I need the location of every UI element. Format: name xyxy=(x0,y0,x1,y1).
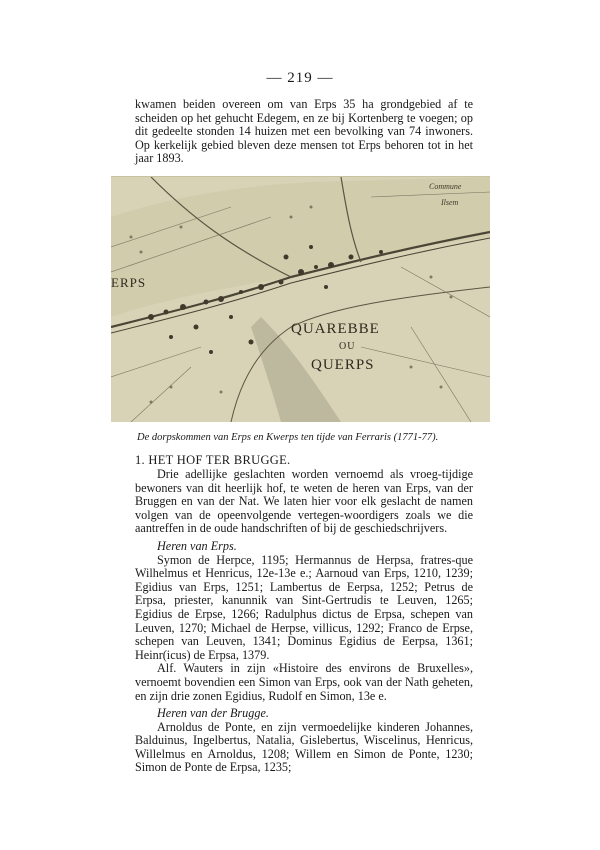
heren-brugge-title: Heren van der Brugge. xyxy=(157,706,269,721)
intro-block xyxy=(135,98,473,166)
map-drawing xyxy=(111,177,490,422)
map-label-quarebbe: QUAREBBE xyxy=(291,321,380,337)
map-label-top-1: Commune xyxy=(429,182,462,191)
section-body xyxy=(135,468,473,775)
section-heading: 1. HET HOF TER BRUGGE. xyxy=(135,453,291,467)
intro-paragraph: kwamen beiden overeen om van Erps 35 ha grondgebied af te scheiden op het gehucht Edegem, en ze bij Kortenberg te voegen; op dit gedeelte stonden 14 huizen met een bevolking van 74 inwoners. Op kerkelijk gebied bleven deze mensen tot Erps behoren tot in het jaar 1893. xyxy=(135,97,473,166)
map-label-erps: ERPS xyxy=(111,275,147,290)
map-caption: De dorpskommen van Erps en Kwerps ten tijde van Ferraris (1771-77). xyxy=(137,432,439,443)
heren-erps-paragraph: Symon de Herpce, 1195; Hermannus de Herpsa, fratres-que Wilhelmus et Henricus, 12e-13e e.; Aarnoud van Erps, 1210, 1239; Egidius van Erps, 1251; Lambertus de Eerpsa, 1252; Petrus de Erpsa, priester, kanunnik van Sint-Gertrudis te Leuven, 1265; Egidius de Erpse, 1266; Radulphus dictus de Erpsa, schepen van Leuven, 1270; Michael de Herpse, villicus, 1292; Franco de Erpse, schepen van Leuven, 1341; Dominus Egidius de Eerpsa, 1361; Heinr(icus) de Erpsa, 1379. xyxy=(135,552,473,662)
map-label-ou: OU xyxy=(339,341,356,352)
wauters-paragraph: Alf. Wauters in zijn «Histoire des environs de Bruxelles», vernoemt bovendien een Simon van Erps, ook van der Nath geheten, en zijn drie zonen Egidius, Rudolf en Simon, 13e e. xyxy=(135,661,473,703)
page-number: — 219 — xyxy=(266,70,334,86)
map-label-querps: QUERPS xyxy=(311,357,375,373)
section-intro-paragraph: Drie adellijke geslachten worden vernoemd als vroeg-tijdige bewoners van dit heerlijk hof, te weten de heren van Erps, van der Bruggen en van der Nat. We laten hier voor elk geslacht de namen volgen van de opeenvolgende vertegen-woordigers zoals we die aantreffen in de oude handschriften of bij de geschiedschrijvers. xyxy=(135,467,473,536)
heren-brugge-paragraph: Arnoldus de Ponte, en zijn vermoedelijke kinderen Johannes, Balduinus, Ingelbertus, Natalia, Gislebertus, Wiscelinus, Henricus, Willelmus en Arnoldus, 1208; Willem en Simon de Ponte, 1230; Simon de Ponte de Erpsa, 1235; xyxy=(135,719,473,775)
historical-map xyxy=(111,176,490,422)
heren-erps-title: Heren van Erps. xyxy=(157,538,237,553)
map-label-top-2: Ilsem xyxy=(441,198,459,207)
